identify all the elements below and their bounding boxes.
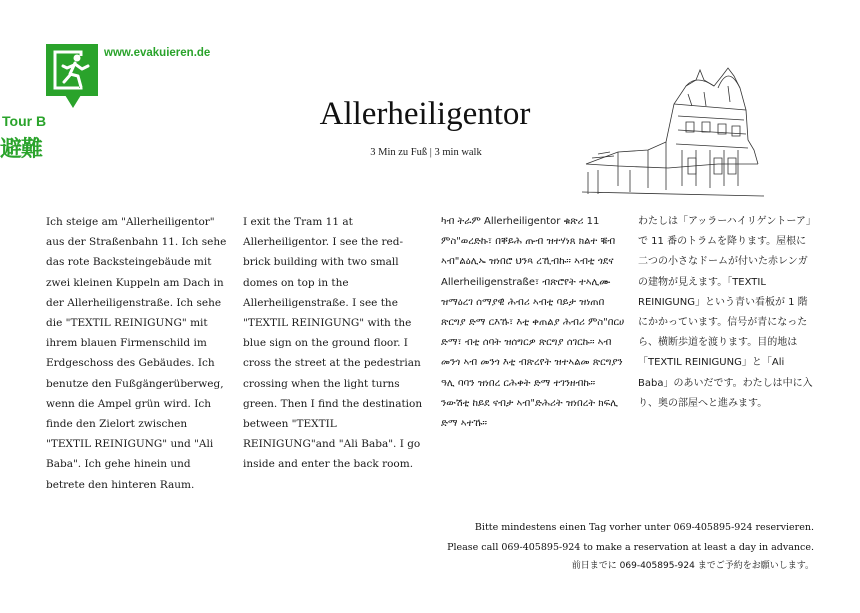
reservation-german: Bitte mindestens einen Tag vorher unter 069-405895-924 reservieren. [474,522,814,533]
page-title: Allerheiligentor [319,96,531,132]
directions-german: Ich steige am "Allerheiligentor" aus der Straßenbahn 11. Ich sehe das rote Backsteingebäude mit zwei kleinen Kuppeln am Dach in der Allerheiligenstraße. Ich sehe die "TEXTIL REINIGUNG" mit ihrem blauen Firmenschild im Erdgeschoss des Gebäudes. Ich benutze den Fußgängerüberweg, wenn die Ampel grün wird. Ich finde den Zielort zwischen "TEXTIL REINIGUNG" und "Ali Baba". Ich gehe hinein und betrete den hinteren Raum. [46,216,227,491]
tour-logo [46,44,100,166]
location-pin-icon [65,95,81,108]
emergency-exit-icon [46,44,98,96]
directions-japanese: わたしは「アッラーハイリゲントーア」で 11 番のトラムを降ります。屋根に二つの小さなドームが付いた赤レンガの建物が見えます。「TEXTIL REINIGUNG」という青い看板が 1 階にかかっています。信号が青になったら、横断歩道を渡ります。目的地は「TEXTIL REINIGUNG」と「Ali Baba」のあいだです。わたしは中に入り、奥の部屋へと進みます。 [638,216,816,409]
tour-label: Tour B [2,113,47,129]
reservation-note [447,518,814,577]
walk-time: 3 Min zu Fuß | 3 min walk [370,147,482,158]
website-link[interactable]: www.evakuieren.de [104,47,211,59]
building-sketch-icon [578,46,768,202]
reservation-english: Please call 069-405895-924 to make a reservation at least a day in advance. [447,541,814,553]
reservation-japanese: 前日までに 069-405895-924 までご予約をお願いします。 [571,561,814,571]
kanji-label: 避難 [0,137,43,162]
directions-english: I exit the Tram 11 at Allerheiligentor. I see the red-brick building with two small domes on top in the Allerheiligenstraße. I see the "TEXTIL REINIGUNG" with the blue sign on the ground floor. I cross the street at the pedestrian crossing when the light turns green. Then I find the destination between "TEXTIL REINIGUNG"and "Ali Baba". I go inside and enter the back room. [243,216,423,471]
directions-tigrinya: ካብ ትራም Allerheiligentor ቁጽሪ 11 ምስ"ወረድኩ፣ በቐይሕ ጡብ ዝተሃነጸ ክልተ ቑብ ኣብ"ልዕሊኡ ዝነበሮ ህንጻ ረኺብኩ። ኣብቲ ጎደና Allerheiligenstraße፣ ብጽሮየት ተኣሊሙ ዝማዕረገ ሰማያዊ ሕብሪ ኣብቲ ባይታ ዝነጠበ ጽርግያ ድማ ርእኹ፣ እቲ ቀጠልያ ሕብሪ ምስ"በርሀ ድማ፣ ብቲ ሰባት ዝሰግርዎ ጽርግያ ሰገርኩ። ኣብ መንጎ ኣብ መንጎ እቲ ብጽረየት ዝተኣልመ ጽርግያን ዓሊ ባባን ዝነበረ ርሕቀት ድማ ተገንዘብኩ። ንውሽቲ ከይደ ናብታ ኣብ"ድሕሪት ዝነበረት ክፍሊ ድማ ኣተኹ። [441,216,625,430]
